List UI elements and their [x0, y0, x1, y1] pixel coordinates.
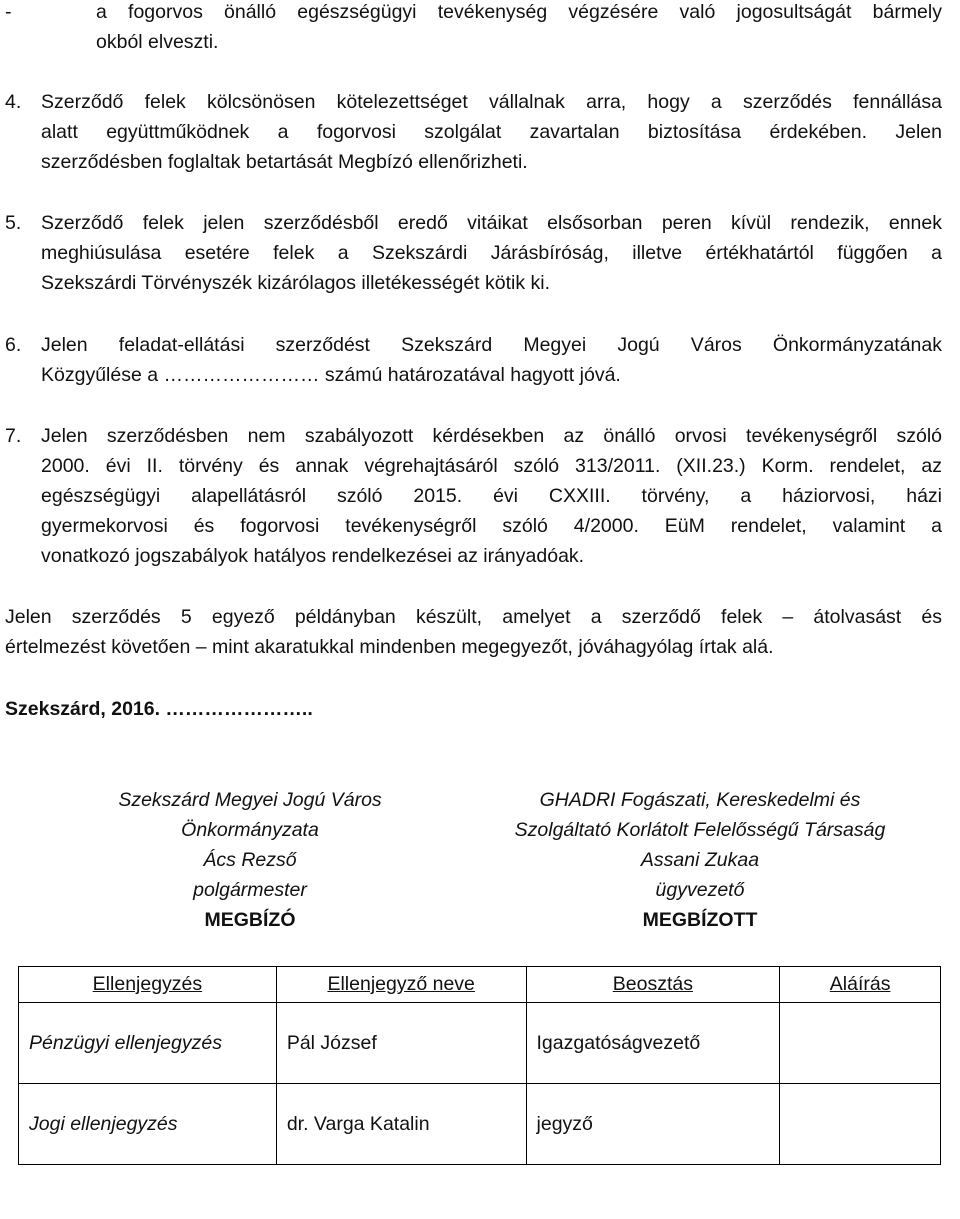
- signature-left: [40, 785, 460, 935]
- item-6-line-1: Jelen feladat-ellátási szerződést Szekszárd Megyei Jogú Város Önkormányzatának: [41, 334, 942, 356]
- signature-left-line-1: Szekszárd Megyei Jogú Város: [118, 789, 382, 811]
- item-5-line-1: Szerződő felek jelen szerződésből eredő vitáikat elsősorban peren kívül rendezik, ennek: [41, 212, 942, 234]
- table-row: [19, 1003, 941, 1084]
- intro-line-1: a fogorvos önálló egészségügyi tevékenység végzésére való jogosultságát bármely: [96, 1, 942, 23]
- table-cell: [780, 1003, 941, 1084]
- table-header-cell: Ellenjegyző neve: [276, 967, 526, 1003]
- item-7-line-2: 2000. évi II. törvény és annak végrehajtásáról szóló 313/2011. (XII.23.) Korm. rendelet, az: [41, 455, 942, 477]
- signature-right-line-2: Szolgáltató Korlátolt Felelősségű Társaság: [514, 819, 886, 841]
- item-5-line-2: meghiúsulása esetére felek a Szekszárdi Járásbíróság, illetve értékhatártól függően a: [41, 242, 942, 264]
- table-cell: Igazgatóságvezető: [526, 1003, 780, 1084]
- signature-left-title: polgármester: [193, 879, 307, 901]
- table-cell: Pál József: [276, 1003, 526, 1084]
- closing-line-1: Jelen szerződés 5 egyező példányban készült, amelyet a szerződő felek – átolvasást és: [5, 606, 942, 628]
- table-cell: Jogi ellenjegyzés: [19, 1084, 277, 1165]
- place-date: Szekszárd, 2016. …………………..: [5, 698, 313, 720]
- signature-right-name: Assani Zukaa: [640, 849, 760, 871]
- signature-right-title: ügyvezető: [655, 879, 745, 901]
- item-4-line-3: szerződésben foglaltak betartását Megbízó ellenőrizheti.: [41, 151, 528, 173]
- item-7-line-5: vonatkozó jogszabályok hatályos rendelkezései az irányadóak.: [41, 545, 585, 567]
- closing-line-2: értelmezést követően – mint akaratukkal mindenben megegyezőt, jóváhagyólag írtak alá.: [5, 636, 774, 658]
- signature-left-name: Ács Rezső: [203, 849, 297, 871]
- table-row: [19, 1084, 941, 1165]
- intro-line-2: okból elveszti.: [96, 31, 219, 53]
- item-7-line-4: gyermekorvosi és fogorvosi tevékenységről szóló 4/2000. EüM rendelet, valamint a: [41, 515, 942, 537]
- item-7-line-1: Jelen szerződésben nem szabályozott kérdésekben az önálló orvosi tevékenységről szóló: [41, 425, 942, 447]
- signature-right-role: MEGBÍZOTT: [642, 909, 758, 931]
- signature-right-line-1: GHADRI Fogászati, Kereskedelmi és: [539, 789, 861, 811]
- intro-dash: -: [5, 1, 12, 23]
- item-6-line-2: Közgyűlése a …………………… számú határozatával hagyott jóvá.: [41, 364, 621, 386]
- table-cell: jegyző: [526, 1084, 780, 1165]
- signature-right: [470, 785, 930, 935]
- signature-left-line-2: Önkormányzata: [181, 819, 319, 841]
- item-4-number: 4.: [5, 91, 22, 113]
- table-header-cell: Beosztás: [526, 967, 780, 1003]
- table-cell: Pénzügyi ellenjegyzés: [19, 1003, 277, 1084]
- item-5-line-3: Szekszárdi Törvényszék kizárólagos illetékességét kötik ki.: [41, 272, 551, 294]
- item-7-number: 7.: [5, 425, 22, 447]
- item-4-line-1: Szerződő felek kölcsönösen kötelezettséget vállalnak arra, hogy a szerződés fennállása: [41, 91, 942, 113]
- table-cell: [780, 1084, 941, 1165]
- countersign-table: [18, 966, 941, 1165]
- item-4-line-2: alatt együttműködnek a fogorvosi szolgálat zavartalan biztosítása érdekében. Jelen: [41, 121, 942, 143]
- item-6-number: 6.: [5, 334, 22, 356]
- table-header-cell: Ellenjegyzés: [19, 967, 277, 1003]
- table-cell: dr. Varga Katalin: [276, 1084, 526, 1165]
- item-5-number: 5.: [5, 212, 22, 234]
- table-header-cell: Aláírás: [780, 967, 941, 1003]
- item-7-line-3: egészségügyi alapellátásról szóló 2015. évi CXXIII. törvény, a háziorvosi, házi: [41, 485, 942, 507]
- signature-left-role: MEGBÍZÓ: [204, 909, 296, 931]
- table-header-row: [19, 967, 941, 1003]
